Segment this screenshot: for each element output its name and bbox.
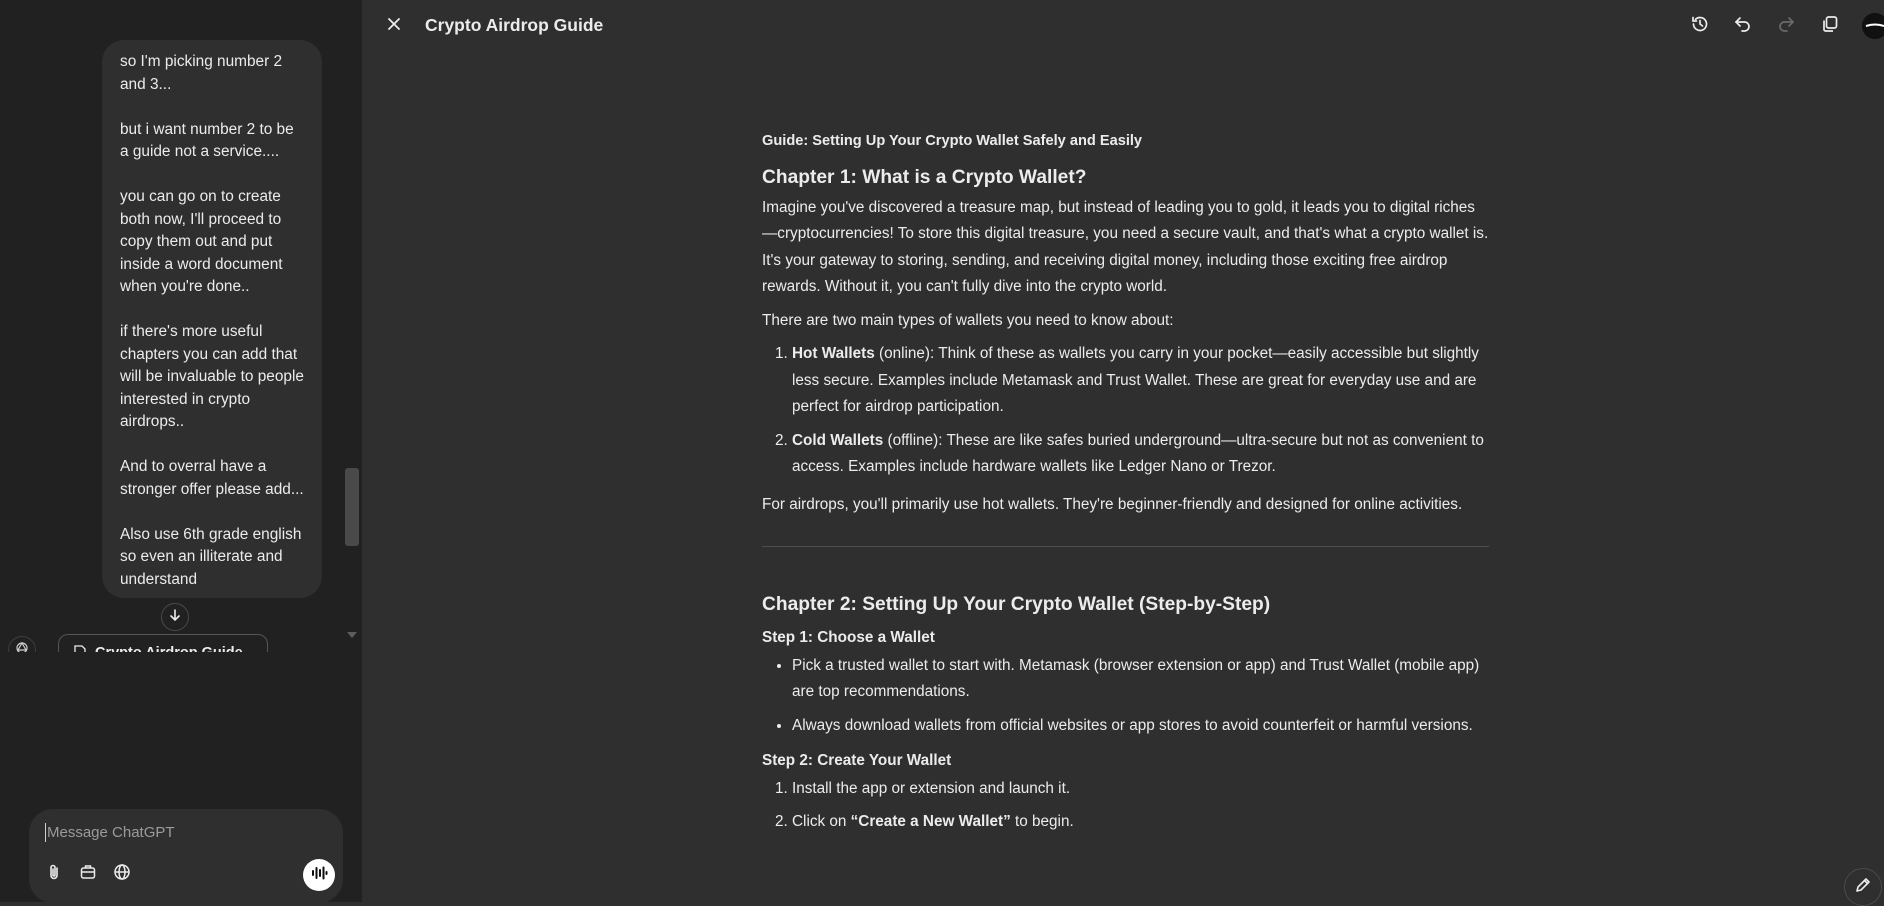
copy-button[interactable]	[1817, 13, 1843, 39]
pencil-icon	[1854, 876, 1872, 899]
toolbox-icon	[79, 863, 97, 886]
message-paragraph: if there's more useful chapters you can add that will be invaluable to people interested in crypto airdrops..	[120, 323, 309, 430]
chapter-2-heading: Chapter 2: Setting Up Your Crypto Wallet (Step-by-Step)	[762, 594, 1271, 615]
chapter-1-heading: Chapter 1: What is a Crypto Wallet?	[762, 166, 1087, 188]
close-icon	[386, 16, 402, 37]
step-2-title: Step 2: Create Your Wallet	[762, 752, 952, 769]
wallet-type-name: Cold Wallets	[792, 431, 884, 449]
step-text: Install the app or extension and launch it.	[792, 779, 1071, 797]
wallet-type-text: (offline): These are like safes buried underground—ultra-secure but not as convenient to access. Examples include hardware wallets like Ledger Nano or Trezor.	[792, 431, 1484, 475]
step-emphasis: “Create a New Wallet”	[850, 813, 1011, 830]
close-canvas-button[interactable]	[382, 14, 406, 38]
tools-button[interactable]	[75, 861, 101, 887]
list-item: • Always download wallets from official websites or app stores to avoid counterfeit or harmful versions.	[792, 713, 1489, 740]
attach-button[interactable]	[41, 861, 67, 887]
message-paragraph: but i want number 2 to be a guide not a service....	[120, 120, 298, 160]
paperclip-icon	[45, 863, 63, 886]
globe-icon	[113, 863, 131, 886]
chapter-1-outro: For airdrops, you'll primarily use hot wallets. They're beginner-friendly and designed for online activities.	[762, 495, 1463, 513]
canvas-title: Crypto Airdrop Guide	[425, 15, 604, 35]
wallet-types-list	[762, 341, 1489, 481]
chat-panel	[0, 0, 362, 902]
wallet-types-intro: There are two main types of wallets you need to know about:	[762, 311, 1174, 329]
list-item: • Pick a trusted wallet to start with. Metamask (browser extension or app) and Trust Wallet (mobile app) are top recommendations.	[792, 653, 1489, 706]
canvas-document[interactable]	[762, 128, 1489, 836]
message-input[interactable]	[45, 823, 299, 842]
list-item	[792, 428, 1489, 481]
message-paragraph: so I'm picking number 2 and 3...	[120, 53, 287, 93]
voice-mode-button[interactable]	[303, 859, 335, 891]
chat-scroll-clip	[0, 652, 362, 682]
step-1-title: Step 1: Choose a Wallet	[762, 629, 935, 646]
step-text: to begin.	[1010, 813, 1074, 830]
undo-icon	[1733, 14, 1753, 39]
edit-suggestions-button[interactable]	[1844, 868, 1882, 906]
redo-icon	[1776, 14, 1796, 39]
redo-button[interactable]	[1773, 13, 1799, 39]
message-paragraph: And to overral have a stronger offer please add...	[120, 458, 304, 498]
chat-scrollbar-thumb[interactable]	[345, 468, 359, 546]
document-title: Guide: Setting Up Your Crypto Wallet Safely and Easily	[762, 133, 1143, 149]
step-text: Click on	[792, 813, 851, 830]
canvas-header	[362, 0, 1884, 52]
message-composer	[29, 809, 343, 902]
history-icon	[1690, 14, 1710, 39]
list-item	[792, 341, 1489, 421]
search-button[interactable]	[109, 861, 135, 887]
copy-icon	[1820, 14, 1840, 39]
scroll-to-bottom-button[interactable]	[161, 603, 189, 631]
chapter-1-intro: Imagine you've discovered a treasure map, but instead of leading you to gold, it leads you to digital riches—cryptocurrencies! To store this digital treasure, you need a secure vault, and that's what a crypto wallet is. It's your gateway to storing, sending, and receiving digital money, including those exciting free airdrop rewards. Without it, you can't fully dive into the crypto world.	[762, 198, 1489, 295]
voice-waveform-icon	[310, 864, 328, 887]
message-paragraph: you can go on to create both now, I'll proceed to copy them out and put inside a word document when you're done..	[120, 188, 287, 295]
message-paragraph: Also use 6th grade english so even an illiterate and understand	[120, 525, 306, 588]
user-message-bubble	[102, 40, 322, 598]
version-history-button[interactable]	[1687, 13, 1713, 39]
wallet-type-name: Hot Wallets	[792, 345, 875, 362]
wallet-type-text: (online): Think of these as wallets you carry in your pocket—easily accessible but slightly less secure. Examples include Metamask and Trust Wallet. These are great for everyday use and are perfect for airdrop participation.	[792, 345, 1479, 415]
step-1-list	[762, 653, 1489, 740]
arrow-down-icon	[168, 608, 182, 627]
undo-button[interactable]	[1730, 13, 1756, 39]
user-avatar[interactable]	[1862, 13, 1884, 39]
list-item	[792, 776, 1489, 803]
step-2-list	[762, 776, 1489, 836]
scrollbar-down-arrow[interactable]	[347, 632, 357, 638]
list-item	[792, 809, 1489, 836]
